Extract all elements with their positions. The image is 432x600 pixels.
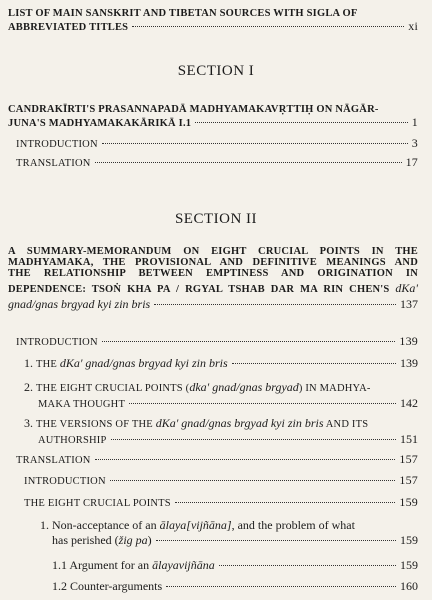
entry-label: INTRODUCTION — [16, 337, 98, 348]
entry-title-line: THE RELATIONSHIP BETWEEN EMPTINESS AND ORIGINATION IN — [8, 268, 418, 279]
page-number: 157 — [399, 452, 418, 466]
entry-label: TRANSLATION — [16, 455, 91, 466]
item-number: 3. — [24, 416, 36, 430]
page-number: 139 — [399, 334, 418, 348]
entry-label: TRANSLATION — [16, 158, 91, 169]
entry-label: 1. Non-acceptance of an — [40, 518, 160, 532]
entry-label: 1.1 Argument for an — [52, 558, 153, 572]
entry-title-line: CANDRAKĪRTI'S PRASANNAPADĀ MADHYAMAKAVṚTTIḤ ON NĀGĀR- — [8, 104, 379, 115]
entry-label-italic: dKa' gnad/gnas brgyad kyi zin bris — [59, 356, 228, 370]
page-number: 1 — [411, 115, 418, 129]
toc-entry-s1-translation[interactable] — [16, 155, 418, 170]
entry-label-italic: dka' gnad/gnas brgyad — [189, 380, 299, 394]
entry-label: AND ITS — [323, 419, 369, 430]
entry-label: THE VERSIONS OF THE — [36, 419, 156, 430]
leader-dots — [132, 26, 404, 27]
entry-title-line: A SUMMARY-MEMORANDUM ON EIGHT CRUCIAL POINTS IN THE — [8, 246, 418, 257]
toc-entry-s2-introduction[interactable] — [16, 334, 418, 349]
entry-label: ) IN MADHYA- — [298, 383, 371, 394]
item-number: 1. — [24, 356, 36, 370]
section-heading: SECTION II — [174, 211, 258, 227]
page-number: 159 — [400, 533, 418, 547]
entry-title-line: JUNA'S MADHYAMAKAKĀRIKĀ I.1 — [8, 118, 192, 129]
toc-entry-s1-introduction[interactable] — [16, 136, 418, 151]
toc-entry-intro-item-3[interactable] — [24, 414, 418, 447]
entry-label: THE EIGHT CRUCIAL POINTS ( — [36, 383, 190, 394]
toc-entry-point-1[interactable] — [40, 518, 418, 548]
toc-entry-eight-points[interactable] — [24, 495, 418, 510]
toc-entry-intro-item-1[interactable] — [24, 354, 418, 372]
page-number: 157 — [399, 473, 418, 487]
entry-label: ) — [147, 533, 152, 547]
entry-title-italic: dKa' — [395, 281, 418, 295]
leader-dots — [102, 341, 396, 342]
page-number: 159 — [399, 495, 418, 509]
toc-entry-section2-title[interactable] — [8, 246, 418, 312]
leader-dots — [219, 565, 396, 566]
item-number: 2. — [24, 380, 36, 394]
leader-dots — [166, 586, 396, 587]
entry-title-italic: gnad/gnas brgyad kyi zin bris — [8, 297, 151, 311]
entry-title-line: LIST OF MAIN SANSKRIT AND TIBETAN SOURCES WITH SIGLA OF — [8, 8, 358, 19]
page-number: 151 — [400, 432, 418, 446]
leader-dots — [110, 480, 396, 481]
entry-label-italic: ālaya[vijñāna] — [159, 518, 232, 532]
page-number: 159 — [400, 558, 418, 572]
leader-dots — [129, 403, 396, 404]
leader-dots — [154, 304, 396, 305]
toc-entry-trans-introduction[interactable] — [24, 473, 418, 488]
section-heading: SECTION I — [177, 63, 255, 79]
leader-dots — [102, 143, 408, 144]
toc-entry-intro-item-2[interactable] — [24, 378, 418, 411]
entry-title-line: MADHYAMAKA, THE PROVISIONAL AND DEFINITIVE MEANINGS AND — [8, 257, 418, 268]
entry-label: 1.2 Counter-arguments — [52, 579, 163, 593]
entry-label: has perished ( — [52, 533, 119, 547]
leader-dots — [111, 439, 396, 440]
entry-label: MAKA THOUGHT — [38, 399, 126, 410]
page-number: 3 — [411, 136, 418, 150]
page-number: 142 — [400, 396, 418, 410]
entry-label: THE — [36, 359, 60, 370]
page-number: 137 — [400, 297, 418, 311]
entry-label: AUTHORSHIP — [38, 435, 107, 446]
entry-label-italic: dKa' gnad/gnas brgyad kyi zin bris — [155, 416, 324, 430]
entry-title-line: ABBREVIATED TITLES — [8, 22, 129, 33]
leader-dots — [95, 459, 396, 460]
leader-dots — [175, 502, 396, 503]
toc-entry-point-1-2[interactable] — [52, 579, 418, 594]
toc-entry-sources[interactable] — [8, 8, 418, 34]
leader-dots — [232, 363, 396, 364]
leader-dots — [156, 540, 396, 541]
entry-label-italic: ālayavijñāna — [152, 558, 215, 572]
toc-entry-s2-translation[interactable] — [16, 452, 418, 467]
page-number: 139 — [400, 356, 418, 370]
entry-label-italic: žig pa — [118, 533, 148, 547]
toc-entry-point-1-1[interactable] — [52, 558, 418, 573]
entry-label: THE EIGHT CRUCIAL POINTS — [24, 498, 171, 509]
leader-dots — [95, 162, 402, 163]
page-number: 160 — [400, 579, 418, 593]
entry-label: INTRODUCTION — [16, 139, 98, 150]
entry-label: , and the problem of what — [231, 518, 355, 532]
toc-entry-section1-title[interactable] — [8, 104, 418, 130]
entry-label: INTRODUCTION — [24, 476, 106, 487]
page-number: 17 — [405, 155, 418, 169]
leader-dots — [195, 122, 408, 123]
entry-title-line: DEPENDENCE: TSOṄ KHA PA / RGYAL TSHAB DAR MA RIN CHEN'S — [8, 284, 396, 295]
page-number: xi — [408, 19, 418, 33]
